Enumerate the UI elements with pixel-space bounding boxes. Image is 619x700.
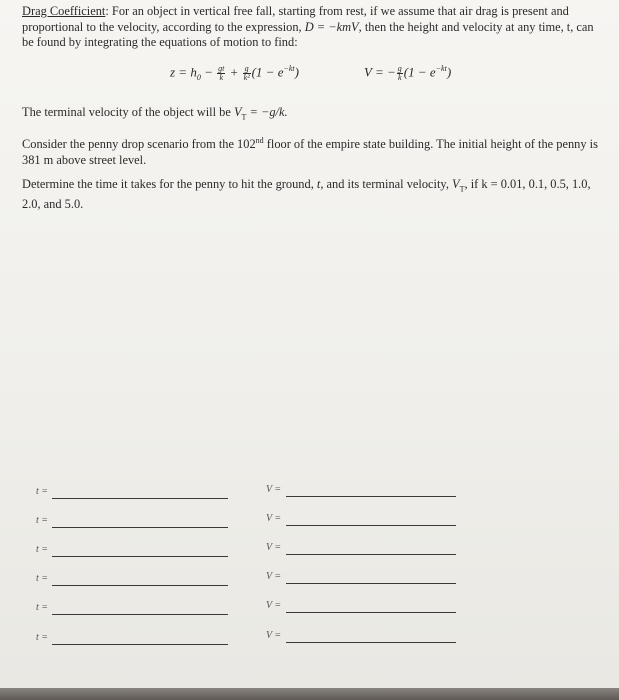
answer-row-5 <box>0 600 619 620</box>
task-vt-symbol: V <box>452 177 460 191</box>
terminal-vt: V <box>233 105 242 119</box>
z-plus: + <box>226 64 242 80</box>
t-answer-blank[interactable] <box>52 644 228 645</box>
frac1-denominator: k <box>219 72 224 82</box>
task-statement <box>22 177 607 212</box>
answer-row-3 <box>0 542 619 562</box>
t-answer-blank[interactable] <box>52 556 228 557</box>
t-label: t = <box>36 602 49 613</box>
v-answer-blank[interactable] <box>286 525 456 526</box>
terminal-expr: = −g/k. <box>246 105 288 119</box>
t-label: t = <box>36 632 49 643</box>
terminal-vt-sub: T <box>241 112 247 122</box>
answer-row-4 <box>0 571 619 591</box>
scenario-text-a: Consider the penny drop scenario from the 102 <box>22 137 256 152</box>
drag-expression: D = −kmV <box>304 19 359 34</box>
t-label: t = <box>36 515 49 526</box>
v-answer-blank[interactable] <box>286 496 456 497</box>
vfrac-numerator: g <box>397 63 402 73</box>
scenario-text-b: floor of the empire state building. The initial height of the penny is 381 m above street level. <box>22 137 598 167</box>
t-answer-blank[interactable] <box>52 498 228 499</box>
z-minus: − <box>200 64 217 80</box>
g-over-k-fraction <box>397 65 403 82</box>
v-exponent: −kt <box>435 64 447 73</box>
v-label: V = <box>266 571 282 582</box>
v-label: V = <box>266 542 282 553</box>
t-answer-blank[interactable] <box>52 585 228 586</box>
gt-over-k-fraction <box>217 65 225 82</box>
scenario-sup: nd <box>255 136 264 145</box>
task-vt-sub: T <box>459 184 465 194</box>
task-text-c: , if k = 0.01, 0.1, 0.5, 1.0, 2.0, and 5.0. <box>22 177 591 211</box>
v-close: ) <box>446 64 452 80</box>
v-label: V = <box>266 484 282 495</box>
v-paren: (1 − e <box>403 64 436 80</box>
bottom-edge <box>0 688 619 700</box>
v-answer-blank[interactable] <box>286 554 456 555</box>
v-answer-blank[interactable] <box>286 583 456 584</box>
t-answer-blank[interactable] <box>52 527 228 528</box>
z-paren: (1 − e <box>251 64 284 80</box>
t-label: t = <box>36 544 49 555</box>
g-over-k2-fraction <box>243 65 251 82</box>
v-label: V = <box>266 630 282 641</box>
z-lhs: z = h <box>170 64 197 80</box>
z-subscript: 0 <box>196 72 201 82</box>
vfrac-denominator: k <box>397 72 402 82</box>
intro-text-1: : For an object in vertical free fall, starting from rest, if we assume that air drag is present and proportional to the velocity, according to the expression, <box>22 4 569 34</box>
v-label: V = <box>266 513 282 524</box>
v-label: V = <box>266 600 282 611</box>
answer-row-6 <box>0 630 619 650</box>
problem-title: Drag Coefficient <box>22 4 106 18</box>
v-answer-blank[interactable] <box>286 642 456 643</box>
z-exponent: −kt <box>283 64 295 73</box>
scenario-statement <box>22 133 607 168</box>
v-answer-blank[interactable] <box>286 612 456 613</box>
v-lhs: V = − <box>364 64 396 80</box>
frac2-denominator: k² <box>243 72 250 82</box>
equations-row <box>0 64 619 90</box>
intro-text-2: , then the height and velocity at any time, t, can be found by integrating the equations of motion to find: <box>22 19 594 49</box>
task-t-symbol: t <box>316 177 321 191</box>
t-answer-blank[interactable] <box>52 614 228 615</box>
terminal-velocity-statement <box>22 105 607 125</box>
velocity-equation <box>364 64 451 82</box>
answer-row-1 <box>0 484 619 504</box>
z-close: ) <box>294 64 299 80</box>
t-label: t = <box>36 573 49 584</box>
task-text-a: Determine the time it takes for the penny to hit the ground, <box>22 177 317 191</box>
task-text-b: , and its terminal velocity, <box>320 177 453 191</box>
height-equation <box>170 64 299 82</box>
frac1-numerator: gt <box>218 63 225 73</box>
frac2-numerator: g <box>244 63 249 73</box>
terminal-text: The terminal velocity of the object will be <box>22 105 234 119</box>
problem-intro <box>22 4 607 51</box>
answer-row-2 <box>0 513 619 533</box>
t-label: t = <box>36 486 49 497</box>
